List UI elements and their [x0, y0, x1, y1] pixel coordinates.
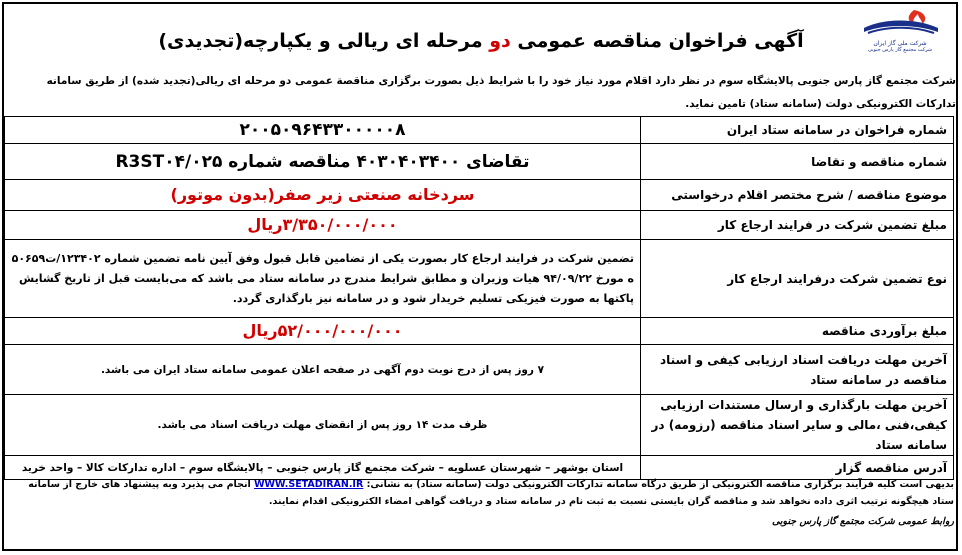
guarantee-type: تضمین شرکت در فرایند ارجاع کار بصورت یکی از تضامین قابل قبول وفق آیین نامه تضمین شماره ۱۲۳۴۰۲/ت۵۰۶۵۹ ه مورخ ۹۴/۰۹/۲۲ هیات وزیران و مطابق شرایط مندرج در سامانه ستاد می باشد که می‌بایست قبل از تاریخ گشایش پاکتها به صورت فیزیکی تسلیم خریدار شود و در سامانه نیز بارگذاری گردد. [5, 240, 641, 318]
row-label: آدرس مناقصه گزار [641, 456, 954, 480]
row-label: مبلغ تضمین شرکت در فرایند ارجاع کار [641, 211, 954, 240]
table-row [5, 144, 954, 180]
publisher-credit: روابط عمومی شرکت مجتمع گاز پارس جنوبی [771, 516, 954, 527]
tender-number: تقاضای ۴۰۳۰۴۰۳۴۰۰ مناقصه شماره R3ST۰۴/۰۲۵ [5, 144, 641, 180]
guarantee-amount: ۳/۳۵۰/۰۰۰/۰۰۰ریال [5, 211, 641, 240]
call-number: ۲۰۰۵۰۹۶۴۳۳۰۰۰۰۰۸ [5, 117, 641, 144]
tender-subject: سردخانه صنعتی زیر صفر(بدون موتور) [5, 180, 641, 211]
table-row [5, 117, 954, 144]
title-pre: آگهی فراخوان مناقصه عمومی [510, 30, 804, 52]
setadiran-link[interactable]: WWW.SETADIRAN.IR [254, 479, 364, 490]
table-row [5, 318, 954, 345]
row-label: شماره فراخوان در سامانه ستاد ایران [641, 117, 954, 144]
row-label: آخرین مهلت بارگذاری و ارسال مستندات ارزیابی کیفی،فنی ،مالی و سایر اسناد مناقصه (رزومه) در سامانه ستاد [641, 395, 954, 456]
footer-note-pre: بدیهی است کلیه فرآیند برگزاری مناقصه الکترونیکی از طریق درگاه سامانه تدارکات الکترونیکی دولت (سامانه ستاد) به نشانی: [363, 479, 954, 490]
tender-info-table [4, 116, 954, 480]
table-row [5, 180, 954, 211]
row-label: نوع تضمین شرکت درفرایند ارجاع کار [641, 240, 954, 318]
notice-title [120, 30, 842, 52]
table-row [5, 211, 954, 240]
row-label: مبلغ برآوردی مناقصه [641, 318, 954, 345]
row-label: موضوع مناقصه / شرح مختصر اقلام درخواستی [641, 180, 954, 211]
title-post: مرحله ای ریالی و یکپارچه(تجدیدی) [158, 30, 490, 52]
nigc-logo [854, 6, 946, 54]
estimated-amount: ۵۲/۰۰۰/۰۰۰/۰۰۰ریال [5, 318, 641, 345]
upload-deadline: ظرف مدت ۱۴ روز پس از انقضای مهلت دریافت اسناد می باشد. [5, 395, 641, 456]
row-label: آخرین مهلت دریافت اسناد ارزیابی کیفی و اسناد مناقصه در سامانه ستاد [641, 345, 954, 395]
table-row [5, 395, 954, 456]
logo-text: شرکت ملی گاز ایران [873, 40, 927, 47]
document-deadline: ۷ روز پس از درج نوبت دوم آگهی در صفحه اعلان عمومی سامانه ستاد ایران می باشد. [5, 345, 641, 395]
intro-paragraph: شرکت مجتمع گاز پارس جنوبی پالایشگاه سوم در نظر دارد اقلام مورد نیاز خود را با شرایط ذیل بصورت برگزاری مناقصة عمومی دو مرحله ای ریالی(تجدید شده) از طریق سامانه تدارکات الکترونیکی دولت (سامانه ستاد) تامین نماید. [46, 75, 956, 110]
table-row [5, 345, 954, 395]
logo-subtext: شرکت مجتمع گاز پارس جنوبی [867, 47, 933, 53]
row-label: شماره مناقصه و تقاضا [641, 144, 954, 180]
title-highlight: دو [489, 30, 511, 52]
tenderer-address: استان بوشهر – شهرستان عسلویه – شرکت مجتمع گاز پارس جنوبی – پالایشگاه سوم – اداره تدارکات کالا – واحد خرید [5, 456, 641, 480]
table-row [5, 240, 954, 318]
footer-note [8, 476, 954, 510]
footer-note-post: انجام می پذیرد وبه پیشنهاد های خارج از سامانه ستاد هیچگونه ترتیب اثری داده نخواهد شد و مناقصه گران بایستی نسبت به ثبت نام در سامانه ستاد و دریافت گواهی امضاء الکترونیکی اقدام نمایند. [28, 479, 954, 507]
